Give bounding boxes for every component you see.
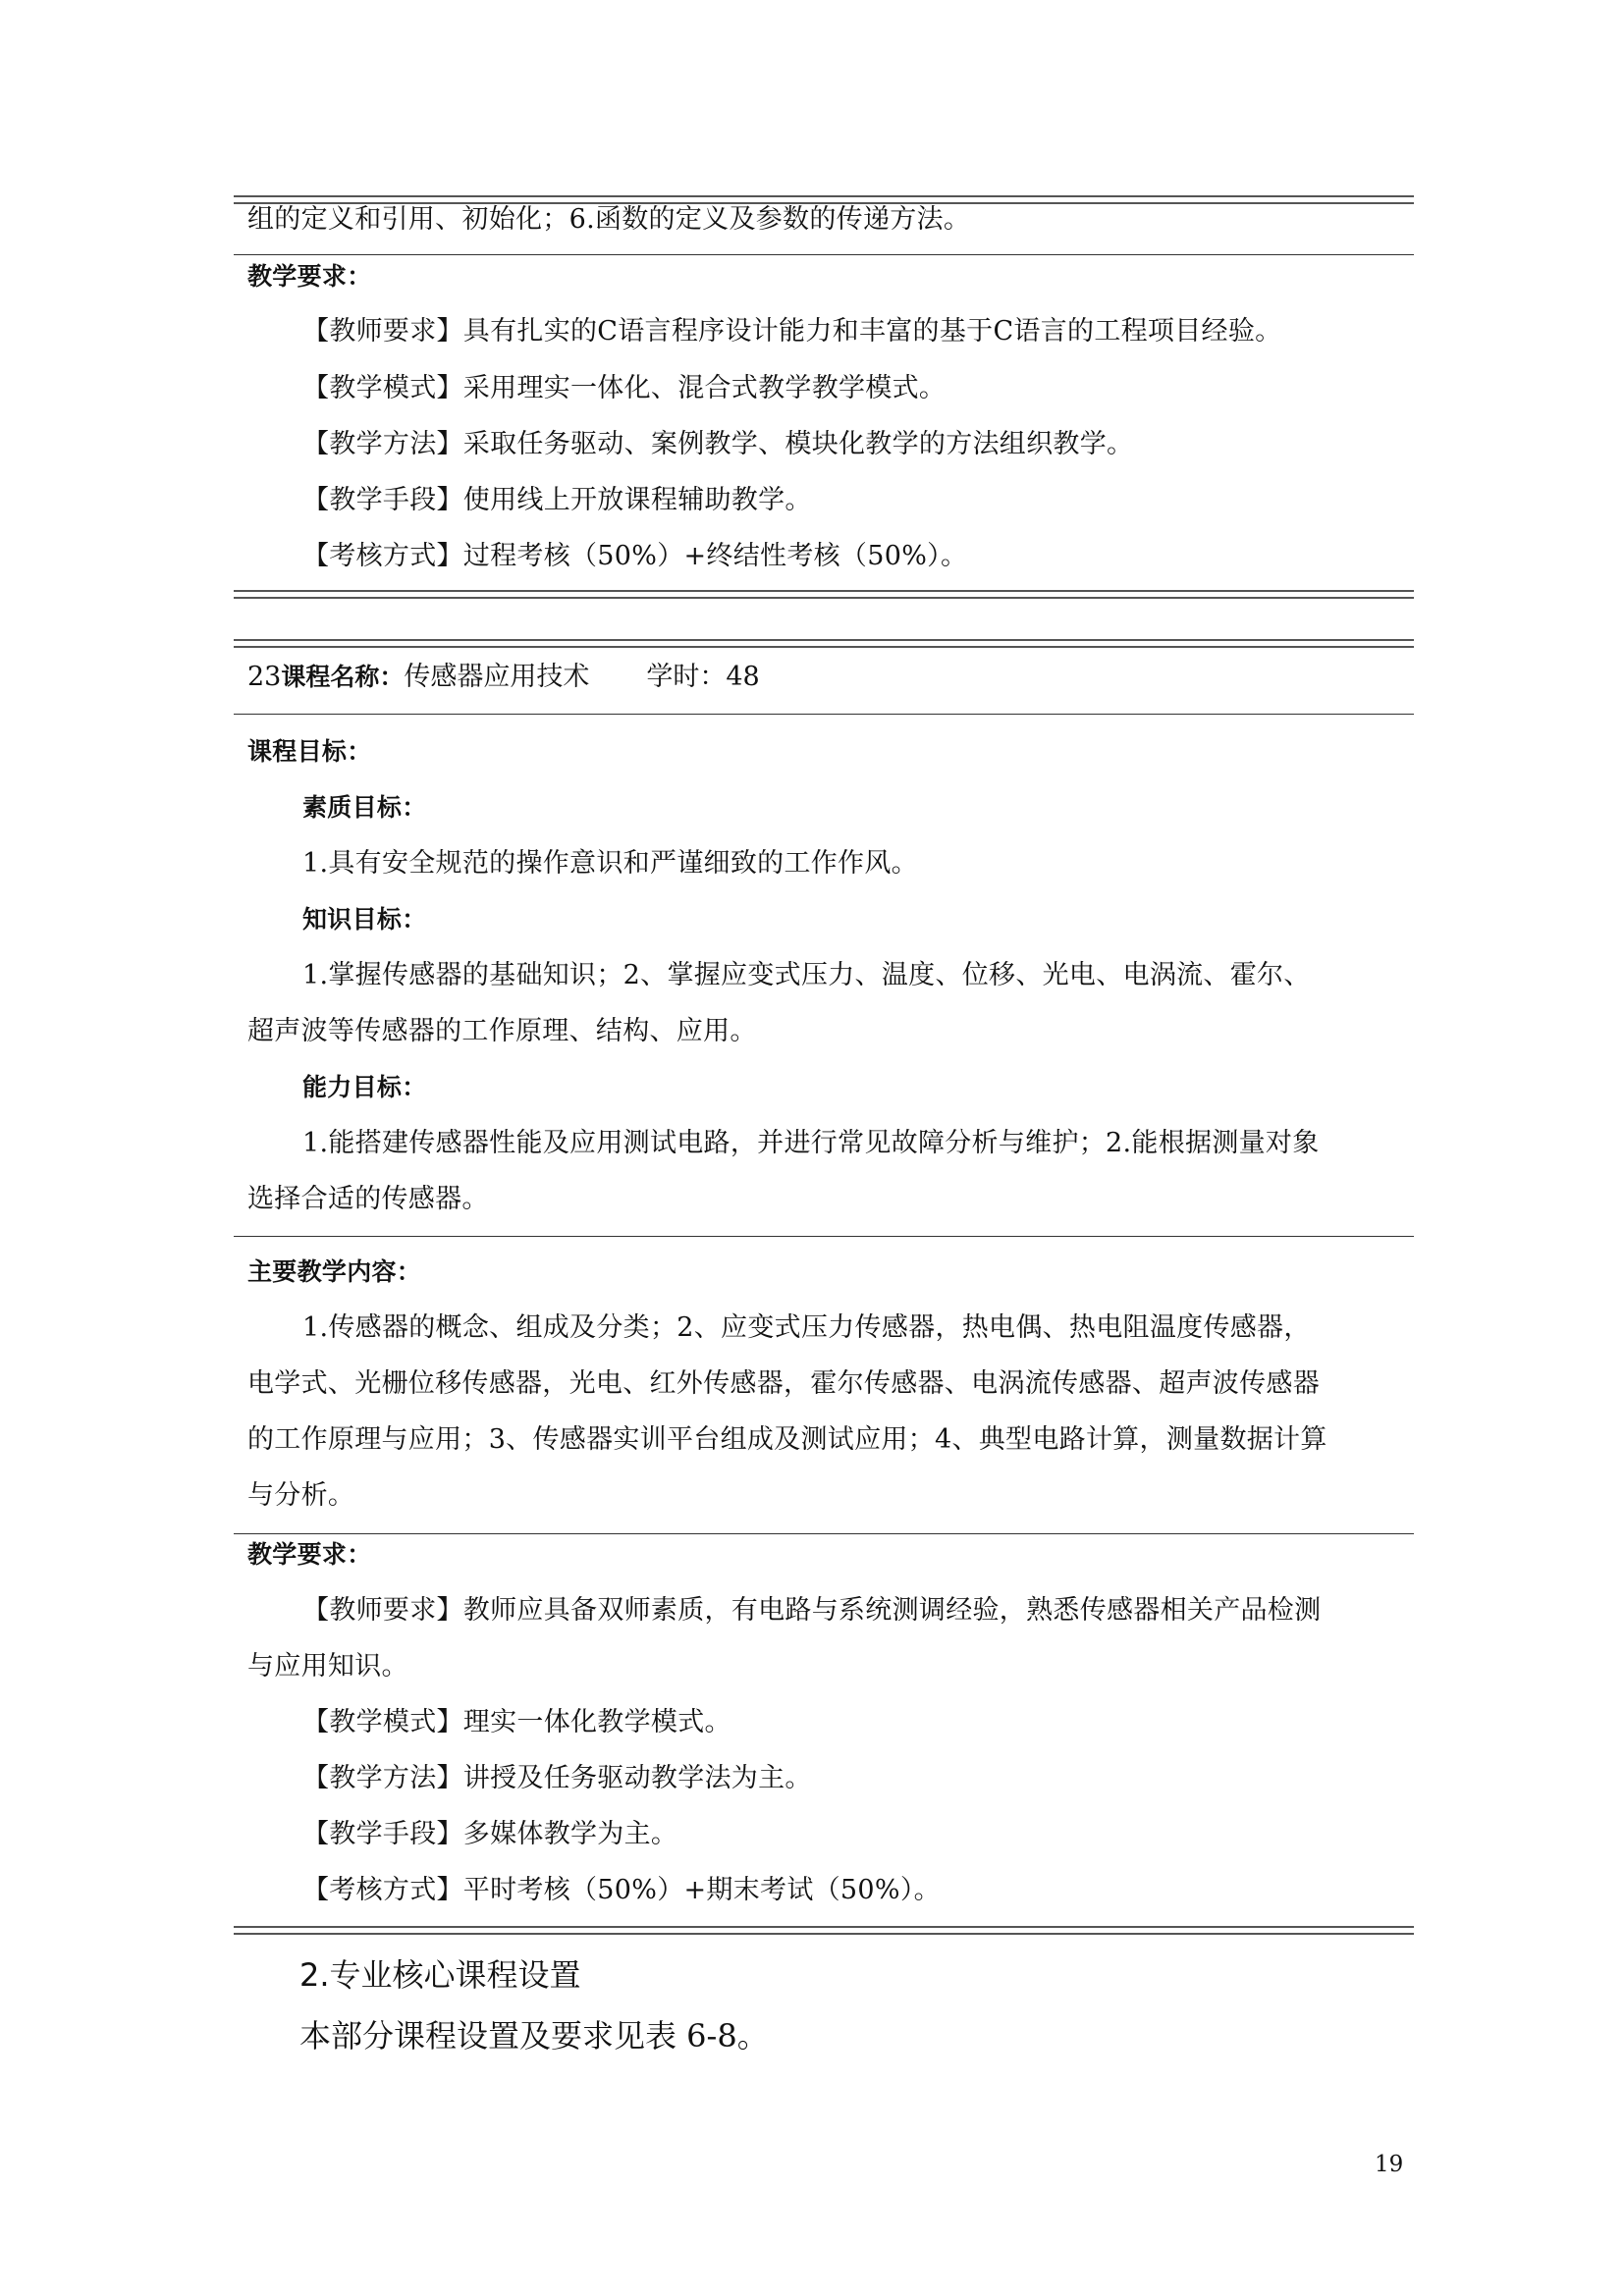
prev-teaching-method: 【教学方法】采取任务驱动、案例教学、模块化教学的方法组织教学。	[302, 429, 1134, 459]
course-hours: 48	[726, 662, 760, 692]
prev-teaching-mode: 【教学模式】采用理实一体化、混合式教学教学模式。	[302, 373, 947, 403]
course-name-label: 课程名称：	[281, 663, 405, 691]
ability-objective-line: 选择合适的传感器。	[247, 1184, 489, 1214]
table-bottom-rule	[234, 1926, 1414, 1935]
row-divider	[234, 1236, 1414, 1237]
prev-requirements-label: 教学要求：	[247, 262, 372, 291]
section-heading: 2.专业核心课程设置	[299, 1956, 581, 1994]
table-top-rule	[234, 639, 1414, 648]
row-divider	[234, 254, 1414, 255]
course-title	[247, 660, 760, 695]
content-line: 与分析。	[247, 1480, 355, 1511]
teacher-requirement-line: 【教师要求】教师应具备双师素质，有电路与系统测调经验，熟悉传感器相关产品检测	[302, 1595, 1322, 1626]
prev-content-tail: 组的定义和引用、初始化；6.函数的定义及参数的传递方法。	[247, 204, 971, 235]
course-number: 23	[247, 662, 282, 692]
page-number: 19	[1375, 2152, 1404, 2177]
knowledge-objective-line: 超声波等传感器的工作原理、结构、应用。	[247, 1016, 757, 1046]
ability-objective-line: 1.能搭建传感器性能及应用测试电路，并进行常见故障分析与维护；2.能根据测量对象	[302, 1128, 1320, 1158]
quality-objective-label: 素质目标：	[302, 793, 427, 822]
teaching-method: 【教学方法】讲授及任务驱动教学法为主。	[302, 1763, 812, 1793]
content-line: 的工作原理与应用；3、传感器实训平台组成及测试应用；4、典型电路计算，测量数据计算	[247, 1424, 1327, 1455]
table-bottom-rule	[234, 590, 1414, 599]
knowledge-objective-line: 1.掌握传感器的基础知识；2、掌握应变式压力、温度、位移、光电、电涡流、霍尔、	[302, 960, 1311, 990]
quality-objective-text: 1.具有安全规范的操作意识和严谨细致的工作作风。	[302, 848, 918, 879]
knowledge-objective-label: 知识目标：	[302, 905, 427, 934]
objectives-label: 课程目标：	[247, 737, 372, 766]
teaching-means: 【教学手段】多媒体教学为主。	[302, 1819, 678, 1849]
ability-objective-label: 能力目标：	[302, 1073, 427, 1101]
prev-teacher-requirement: 【教师要求】具有扎实的C语言程序设计能力和丰富的基于C语言的工程项目经验。	[302, 316, 1282, 347]
requirements-label: 教学要求：	[247, 1540, 372, 1569]
section-text: 本部分课程设置及要求见表 6-8。	[299, 2017, 769, 2055]
row-divider	[234, 1533, 1414, 1534]
prev-assessment: 【考核方式】过程考核（50%）+终结性考核（50%）。	[302, 541, 968, 571]
content-label: 主要教学内容：	[247, 1257, 422, 1286]
course-hours-label: 学时：	[646, 662, 727, 692]
assessment-method: 【考核方式】平时考核（50%）+期末考试（50%）。	[302, 1875, 941, 1905]
teacher-requirement-line: 与应用知识。	[247, 1651, 408, 1682]
prev-teaching-means: 【教学手段】使用线上开放课程辅助教学。	[302, 485, 812, 515]
course-name: 传感器应用技术	[404, 662, 590, 692]
content-line: 电学式、光栅位移传感器，光电、红外传感器，霍尔传感器、电涡流传感器、超声波传感器	[247, 1368, 1320, 1399]
row-divider	[234, 714, 1414, 715]
content-line: 1.传感器的概念、组成及分类；2、应变式压力传感器，热电偶、热电阻温度传感器，	[302, 1312, 1311, 1343]
teaching-mode: 【教学模式】理实一体化教学模式。	[302, 1707, 731, 1737]
